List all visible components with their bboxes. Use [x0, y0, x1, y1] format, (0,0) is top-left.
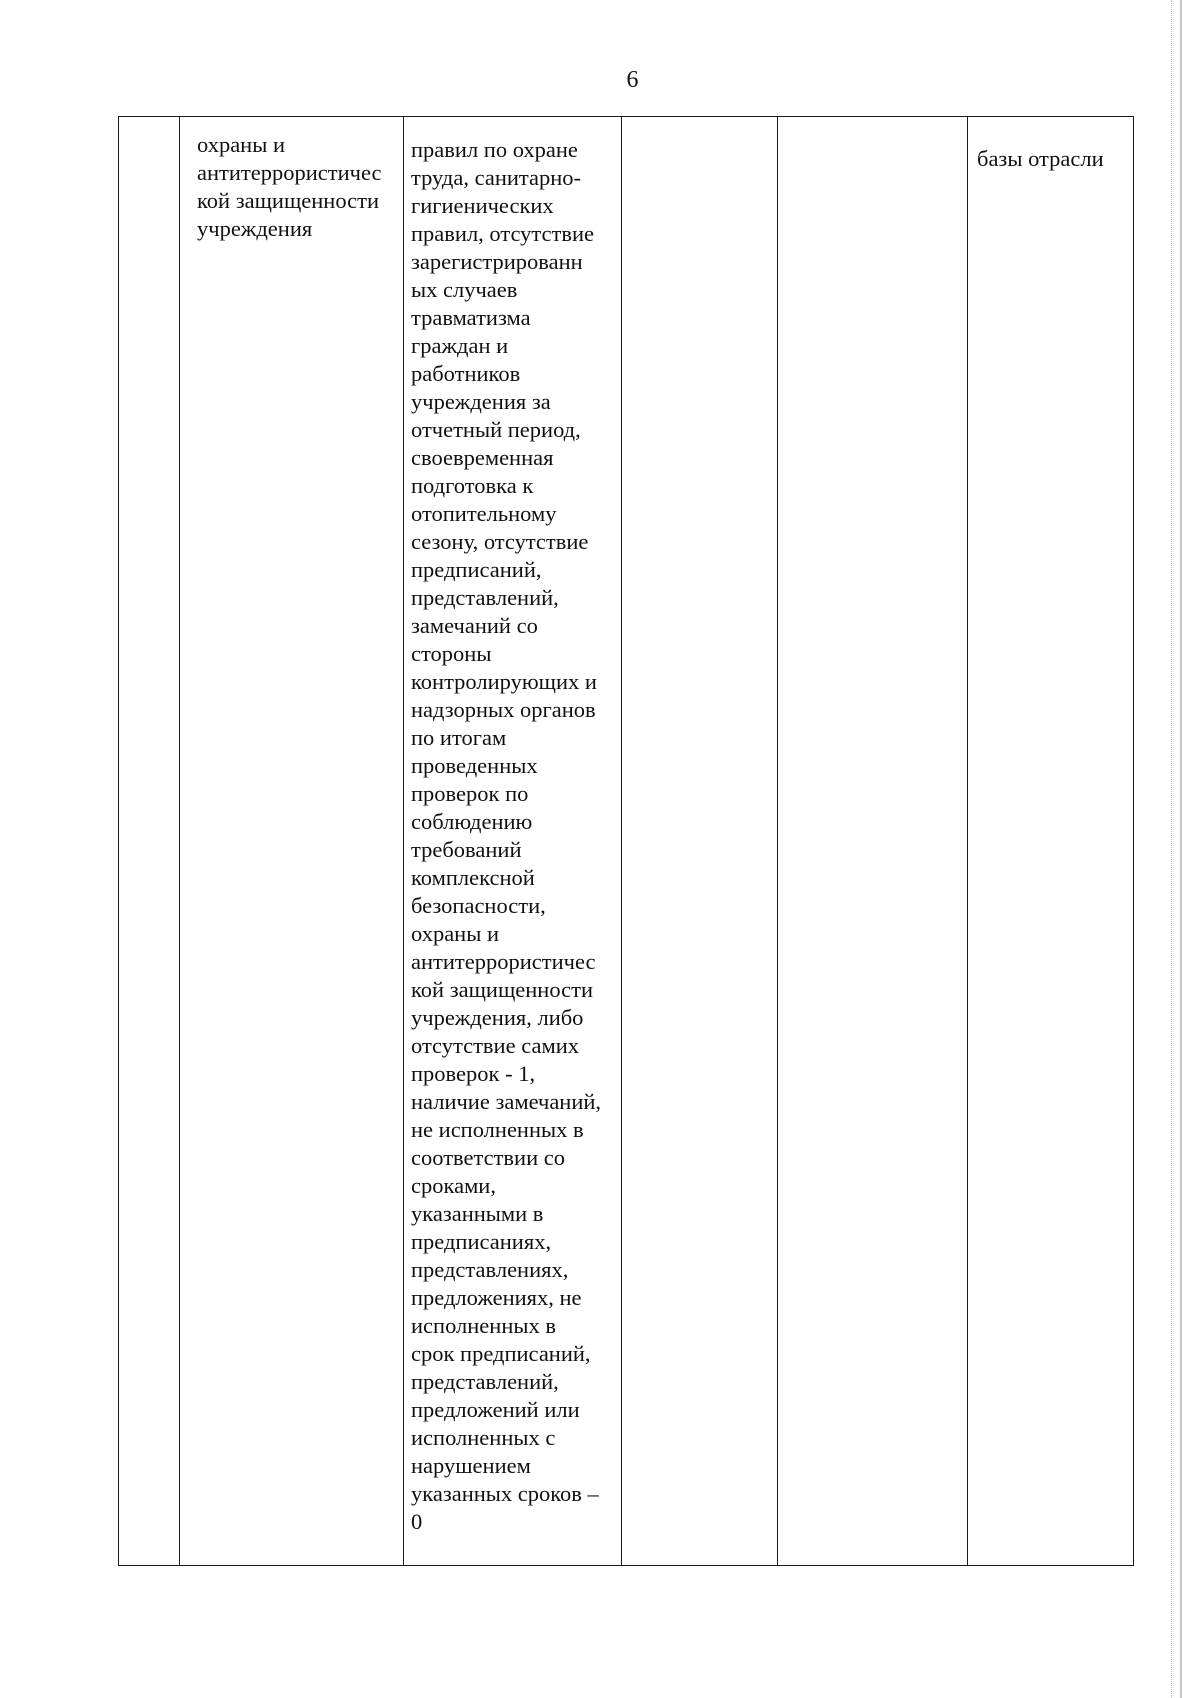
- cell-indicator-name: охраны и антитеррористичес кой защищенности учреждения: [197, 132, 382, 241]
- column-divider-4: [777, 117, 778, 1565]
- cell-source: базы отрасли: [977, 146, 1104, 171]
- column-divider-2: [403, 117, 404, 1565]
- cell-indicator-criteria: правил по охране труда, санитарно- гигиенических правил, отсутствие зарегистрированн ых случаев травматизма граждан и работников учреждения за отчетный период, своевременная подготовка к отопительному сезону, отсутствие предписаний, представлений, замечаний со стороны контролирующих и надзорных органов по итогам проведенных проверок по соблюдению требований комплексной безопасности, охраны и антитеррористичес кой защищенности учреждения, либо отсутствие самих проверок - 1, наличие замечаний, не исполненных в соответствии со сроками, указанными в предписаниях, представлениях, предложениях, не исполненных в срок предписаний, представлений, предложений или исполненных с нарушением указанных сроков – 0: [411, 137, 602, 1534]
- column-divider-1: [179, 117, 180, 1565]
- column-divider-5: [967, 117, 968, 1565]
- scan-edge-line: [1180, 0, 1182, 1698]
- criteria-table: [118, 116, 1134, 1566]
- scan-edge-dotted-line: [1171, 0, 1172, 1698]
- page-number: 6: [626, 67, 639, 93]
